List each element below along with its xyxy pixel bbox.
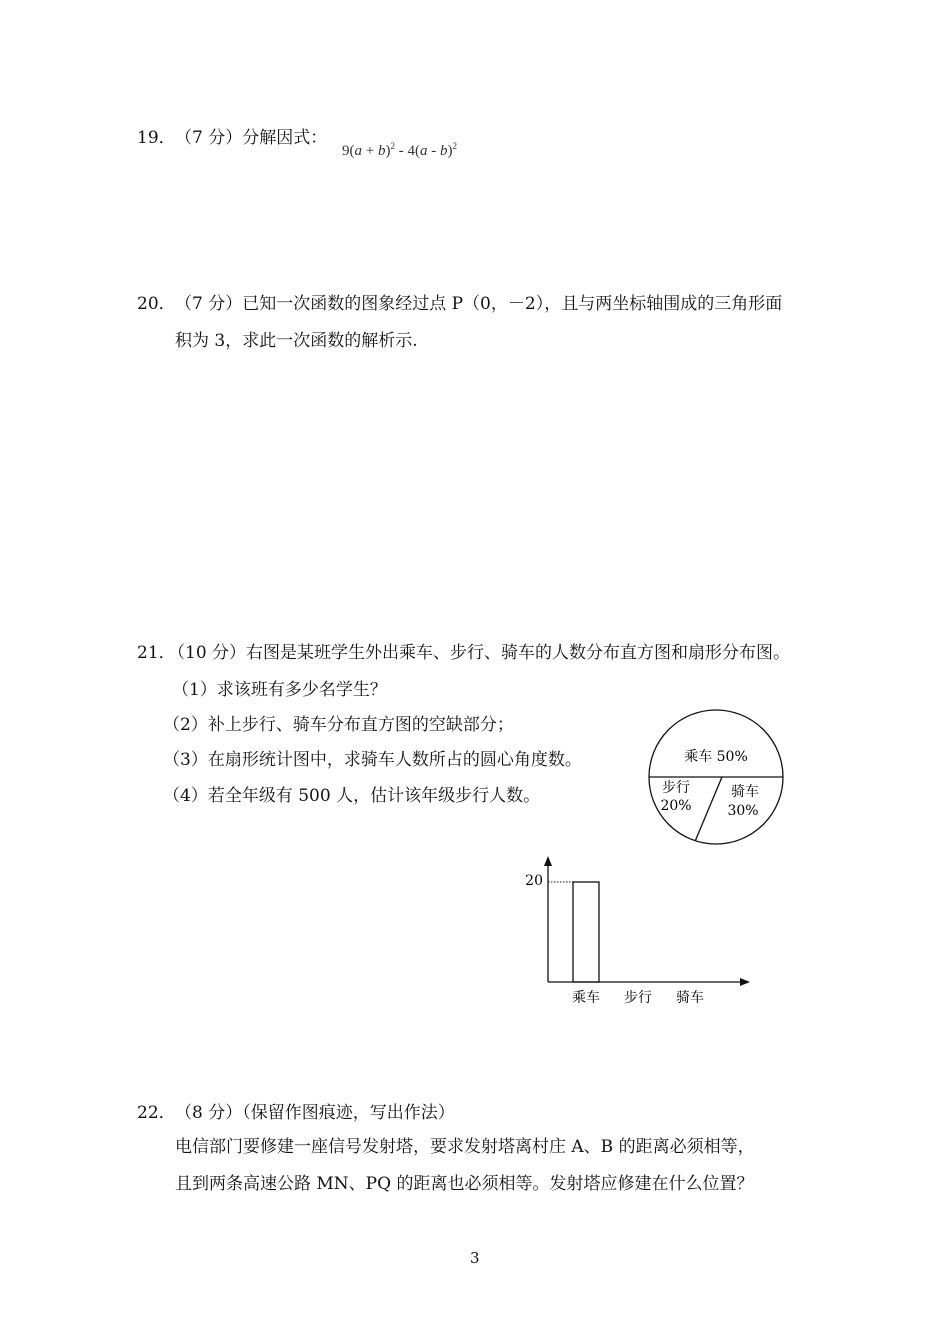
q20-line1: （7 分）已知一次函数的图象经过点 P（0，－2），且与两坐标轴围成的三角形面 (175, 294, 783, 314)
q21-line1: （10 分）右图是某班学生外出乘车、步行、骑车的人数分布直方图和扇形分布图。 (168, 643, 791, 663)
bar-0 (573, 882, 599, 982)
q22-number: 22． (137, 1103, 176, 1123)
pie-label-buxing: 步行 (662, 780, 690, 796)
pie-value-qiche: 30% (727, 803, 759, 819)
x-tick-label-1: 步行 (624, 990, 652, 1006)
q22-line2: 电信部门要修建一座信号发射塔，要求发射塔离村庄 A、B 的距离必须相等， (175, 1137, 755, 1157)
q22-line3: 且到两条高速公路 MN、PQ 的距离也必须相等。发射塔应修建在什么位置？ (175, 1174, 754, 1194)
x-tick-label-2: 骑车 (676, 990, 704, 1006)
q22-line1: （8 分）（保留作图痕迹，写出作法） (175, 1103, 455, 1123)
y-tick-label-0: 20 (525, 873, 543, 889)
q21-sub2: （2）补上步行、骑车分布直方图的空缺部分； (163, 715, 514, 735)
pie-value-buxing: 20% (660, 798, 692, 814)
pie-divider-20 (695, 777, 722, 841)
pie-label-qiche: 骑车 (731, 784, 759, 800)
q19-formula: $9(a + b)^2 - 4(a - b)^2$ (342, 141, 457, 159)
q21-number: 21． (137, 643, 176, 663)
page-number: 3 (470, 1249, 480, 1267)
pie-circle (649, 710, 783, 844)
q21-sub3: （3）在扇形统计图中，求骑车人数所占的圆心角度数。 (163, 750, 582, 770)
q19-number: 19． (137, 128, 176, 148)
q20-line2: 积为 3，求此一次函数的解析示. (175, 331, 418, 351)
x-tick-label-0: 乘车 (572, 990, 600, 1006)
q21-sub4: （4）若全年级有 500 人，估计该年级步行人数。 (163, 786, 541, 806)
q20-number: 20． (137, 294, 176, 314)
q19-text: （7 分）分解因式： (175, 128, 328, 148)
q21-sub1: （1）求该班有多少名学生？ (172, 680, 387, 700)
pie-label-cheche: 乘车 50% (684, 749, 748, 765)
